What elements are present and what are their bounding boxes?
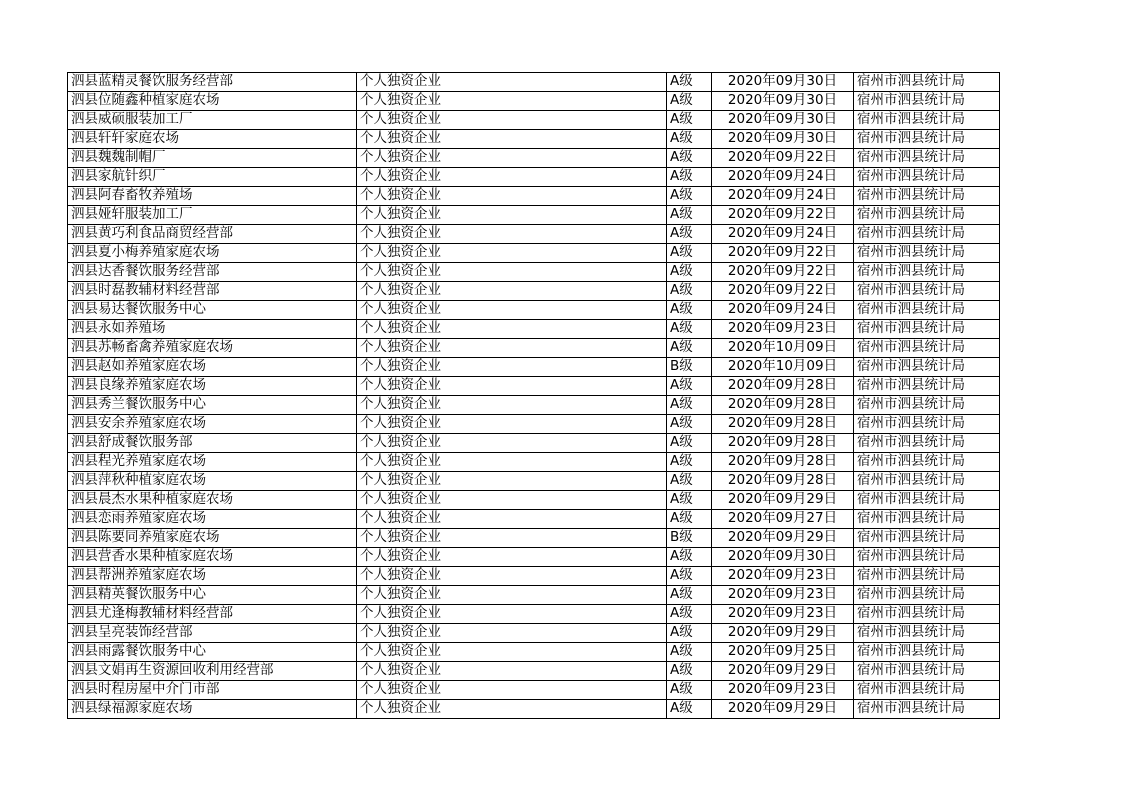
table-row [68, 605, 1000, 624]
credit-grade-cell: A级 [667, 567, 712, 586]
enterprise-name-cell: 泗县陈要同养殖家庭农场 [68, 529, 357, 548]
rating-date-cell: 2020年09月22日 [712, 149, 854, 168]
credit-grade-cell: A级 [667, 149, 712, 168]
credit-grade-cell: A级 [667, 396, 712, 415]
table-row [68, 320, 1000, 339]
enterprise-type-cell: 个人独资企业 [357, 453, 667, 472]
rating-date-cell: 2020年09月23日 [712, 320, 854, 339]
enterprise-name-cell: 泗县苏畅畜禽养殖家庭农场 [68, 339, 357, 358]
table-row [68, 586, 1000, 605]
credit-grade-cell: A级 [667, 472, 712, 491]
table-row [68, 453, 1000, 472]
rating-date-cell: 2020年09月24日 [712, 168, 854, 187]
enterprise-type-cell: 个人独资企业 [357, 73, 667, 92]
credit-grade-cell: A级 [667, 320, 712, 339]
table-row [68, 643, 1000, 662]
enterprise-name-cell: 泗县程光养殖家庭农场 [68, 453, 357, 472]
rating-date-cell: 2020年10月09日 [712, 339, 854, 358]
credit-rating-table [67, 72, 1000, 719]
enterprise-name-cell: 泗县晨杰水果种植家庭农场 [68, 491, 357, 510]
issuing-authority-cell: 宿州市泗县统计局 [854, 149, 1000, 168]
credit-grade-cell: A级 [667, 92, 712, 111]
enterprise-name-cell: 泗县舒成餐饮服务部 [68, 434, 357, 453]
issuing-authority-cell: 宿州市泗县统计局 [854, 453, 1000, 472]
credit-grade-cell: B级 [667, 358, 712, 377]
enterprise-type-cell: 个人独资企业 [357, 529, 667, 548]
table-row [68, 681, 1000, 700]
credit-grade-cell: A级 [667, 510, 712, 529]
rating-date-cell: 2020年09月30日 [712, 73, 854, 92]
enterprise-name-cell: 泗县夏小梅养殖家庭农场 [68, 244, 357, 263]
table-row [68, 396, 1000, 415]
issuing-authority-cell: 宿州市泗县统计局 [854, 130, 1000, 149]
issuing-authority-cell: 宿州市泗县统计局 [854, 301, 1000, 320]
enterprise-type-cell: 个人独资企业 [357, 377, 667, 396]
table-row [68, 206, 1000, 225]
table-row [68, 111, 1000, 130]
issuing-authority-cell: 宿州市泗县统计局 [854, 244, 1000, 263]
enterprise-type-cell: 个人独资企业 [357, 92, 667, 111]
issuing-authority-cell: 宿州市泗县统计局 [854, 586, 1000, 605]
issuing-authority-cell: 宿州市泗县统计局 [854, 263, 1000, 282]
enterprise-type-cell: 个人独资企业 [357, 491, 667, 510]
enterprise-type-cell: 个人独资企业 [357, 301, 667, 320]
enterprise-name-cell: 泗县尤逢梅教辅材料经营部 [68, 605, 357, 624]
table-row [68, 263, 1000, 282]
enterprise-name-cell: 泗县赵如养殖家庭农场 [68, 358, 357, 377]
enterprise-type-cell: 个人独资企业 [357, 111, 667, 130]
rating-date-cell: 2020年10月09日 [712, 358, 854, 377]
rating-date-cell: 2020年09月28日 [712, 453, 854, 472]
enterprise-name-cell: 泗县永如养殖场 [68, 320, 357, 339]
enterprise-type-cell: 个人独资企业 [357, 282, 667, 301]
enterprise-type-cell: 个人独资企业 [357, 510, 667, 529]
enterprise-type-cell: 个人独资企业 [357, 586, 667, 605]
enterprise-type-cell: 个人独资企业 [357, 206, 667, 225]
credit-grade-cell: A级 [667, 548, 712, 567]
enterprise-name-cell: 泗县易达餐饮服务中心 [68, 301, 357, 320]
issuing-authority-cell: 宿州市泗县统计局 [854, 434, 1000, 453]
table-row [68, 225, 1000, 244]
rating-date-cell: 2020年09月28日 [712, 472, 854, 491]
table-body [68, 73, 1000, 719]
credit-grade-cell: A级 [667, 206, 712, 225]
enterprise-type-cell: 个人独资企业 [357, 339, 667, 358]
issuing-authority-cell: 宿州市泗县统计局 [854, 396, 1000, 415]
credit-grade-cell: A级 [667, 225, 712, 244]
rating-date-cell: 2020年09月28日 [712, 377, 854, 396]
rating-date-cell: 2020年09月22日 [712, 206, 854, 225]
credit-grade-cell: A级 [667, 111, 712, 130]
credit-grade-cell: A级 [667, 377, 712, 396]
table-row [68, 73, 1000, 92]
issuing-authority-cell: 宿州市泗县统计局 [854, 111, 1000, 130]
credit-grade-cell: A级 [667, 187, 712, 206]
rating-date-cell: 2020年09月28日 [712, 396, 854, 415]
issuing-authority-cell: 宿州市泗县统计局 [854, 548, 1000, 567]
credit-grade-cell: A级 [667, 73, 712, 92]
rating-date-cell: 2020年09月23日 [712, 586, 854, 605]
issuing-authority-cell: 宿州市泗县统计局 [854, 472, 1000, 491]
enterprise-name-cell: 泗县魏魏制帽厂 [68, 149, 357, 168]
enterprise-name-cell: 泗县娅轩服装加工厂 [68, 206, 357, 225]
table-row [68, 548, 1000, 567]
credit-grade-cell: A级 [667, 244, 712, 263]
credit-grade-cell: A级 [667, 643, 712, 662]
rating-date-cell: 2020年09月29日 [712, 624, 854, 643]
enterprise-type-cell: 个人独资企业 [357, 149, 667, 168]
enterprise-type-cell: 个人独资企业 [357, 700, 667, 719]
enterprise-type-cell: 个人独资企业 [357, 358, 667, 377]
credit-grade-cell: A级 [667, 339, 712, 358]
issuing-authority-cell: 宿州市泗县统计局 [854, 92, 1000, 111]
table-row [68, 415, 1000, 434]
enterprise-type-cell: 个人独资企业 [357, 263, 667, 282]
rating-date-cell: 2020年09月25日 [712, 643, 854, 662]
issuing-authority-cell: 宿州市泗县统计局 [854, 491, 1000, 510]
issuing-authority-cell: 宿州市泗县统计局 [854, 700, 1000, 719]
table-row [68, 491, 1000, 510]
credit-grade-cell: A级 [667, 168, 712, 187]
rating-date-cell: 2020年09月29日 [712, 529, 854, 548]
rating-date-cell: 2020年09月22日 [712, 282, 854, 301]
table-row [68, 358, 1000, 377]
enterprise-name-cell: 泗县帮洲养殖家庭农场 [68, 567, 357, 586]
issuing-authority-cell: 宿州市泗县统计局 [854, 187, 1000, 206]
enterprise-type-cell: 个人独资企业 [357, 605, 667, 624]
issuing-authority-cell: 宿州市泗县统计局 [854, 567, 1000, 586]
enterprise-name-cell: 泗县萍秋种植家庭农场 [68, 472, 357, 491]
credit-grade-cell: A级 [667, 662, 712, 681]
rating-date-cell: 2020年09月23日 [712, 567, 854, 586]
issuing-authority-cell: 宿州市泗县统计局 [854, 529, 1000, 548]
rating-date-cell: 2020年09月28日 [712, 415, 854, 434]
issuing-authority-cell: 宿州市泗县统计局 [854, 377, 1000, 396]
enterprise-name-cell: 泗县威硕服装加工厂 [68, 111, 357, 130]
enterprise-type-cell: 个人独资企业 [357, 320, 667, 339]
enterprise-name-cell: 泗县阿春畜牧养殖场 [68, 187, 357, 206]
credit-grade-cell: A级 [667, 263, 712, 282]
table-row [68, 168, 1000, 187]
rating-date-cell: 2020年09月27日 [712, 510, 854, 529]
enterprise-name-cell: 泗县蓝精灵餐饮服务经营部 [68, 73, 357, 92]
enterprise-type-cell: 个人独资企业 [357, 396, 667, 415]
rating-date-cell: 2020年09月29日 [712, 491, 854, 510]
enterprise-type-cell: 个人独资企业 [357, 187, 667, 206]
enterprise-type-cell: 个人独资企业 [357, 130, 667, 149]
enterprise-type-cell: 个人独资企业 [357, 472, 667, 491]
enterprise-type-cell: 个人独资企业 [357, 662, 667, 681]
table-row [68, 377, 1000, 396]
enterprise-name-cell: 泗县营香水果种植家庭农场 [68, 548, 357, 567]
issuing-authority-cell: 宿州市泗县统计局 [854, 662, 1000, 681]
rating-date-cell: 2020年09月30日 [712, 92, 854, 111]
issuing-authority-cell: 宿州市泗县统计局 [854, 225, 1000, 244]
credit-grade-cell: A级 [667, 491, 712, 510]
enterprise-type-cell: 个人独资企业 [357, 244, 667, 263]
table-row [68, 130, 1000, 149]
issuing-authority-cell: 宿州市泗县统计局 [854, 320, 1000, 339]
issuing-authority-cell: 宿州市泗县统计局 [854, 168, 1000, 187]
credit-grade-cell: A级 [667, 453, 712, 472]
credit-grade-cell: A级 [667, 282, 712, 301]
enterprise-name-cell: 泗县恋雨养殖家庭农场 [68, 510, 357, 529]
table-row [68, 434, 1000, 453]
enterprise-name-cell: 泗县时磊教辅材料经营部 [68, 282, 357, 301]
enterprise-name-cell: 泗县绿福源家庭农场 [68, 700, 357, 719]
issuing-authority-cell: 宿州市泗县统计局 [854, 339, 1000, 358]
table-row [68, 187, 1000, 206]
table-row [68, 149, 1000, 168]
table-row [68, 92, 1000, 111]
issuing-authority-cell: 宿州市泗县统计局 [854, 415, 1000, 434]
enterprise-type-cell: 个人独资企业 [357, 681, 667, 700]
enterprise-type-cell: 个人独资企业 [357, 643, 667, 662]
enterprise-name-cell: 泗县良缘养殖家庭农场 [68, 377, 357, 396]
enterprise-type-cell: 个人独资企业 [357, 548, 667, 567]
credit-grade-cell: A级 [667, 681, 712, 700]
enterprise-type-cell: 个人独资企业 [357, 624, 667, 643]
issuing-authority-cell: 宿州市泗县统计局 [854, 358, 1000, 377]
table-row [68, 472, 1000, 491]
enterprise-name-cell: 泗县家航针织厂 [68, 168, 357, 187]
issuing-authority-cell: 宿州市泗县统计局 [854, 605, 1000, 624]
rating-date-cell: 2020年09月22日 [712, 263, 854, 282]
table-row [68, 529, 1000, 548]
credit-grade-cell: A级 [667, 700, 712, 719]
enterprise-name-cell: 泗县位随鑫种植家庭农场 [68, 92, 357, 111]
rating-date-cell: 2020年09月23日 [712, 681, 854, 700]
credit-grade-cell: B级 [667, 529, 712, 548]
issuing-authority-cell: 宿州市泗县统计局 [854, 206, 1000, 225]
rating-date-cell: 2020年09月24日 [712, 187, 854, 206]
enterprise-type-cell: 个人独资企业 [357, 567, 667, 586]
enterprise-type-cell: 个人独资企业 [357, 225, 667, 244]
rating-date-cell: 2020年09月30日 [712, 548, 854, 567]
credit-grade-cell: A级 [667, 605, 712, 624]
table-row [68, 510, 1000, 529]
enterprise-type-cell: 个人独资企业 [357, 415, 667, 434]
table-row [68, 282, 1000, 301]
rating-date-cell: 2020年09月24日 [712, 225, 854, 244]
table-row [68, 244, 1000, 263]
credit-grade-cell: A级 [667, 434, 712, 453]
enterprise-name-cell: 泗县精英餐饮服务中心 [68, 586, 357, 605]
rating-date-cell: 2020年09月30日 [712, 130, 854, 149]
table-row [68, 301, 1000, 320]
table-row [68, 700, 1000, 719]
issuing-authority-cell: 宿州市泗县统计局 [854, 73, 1000, 92]
enterprise-name-cell: 泗县黄巧利食品商贸经营部 [68, 225, 357, 244]
rating-date-cell: 2020年09月28日 [712, 434, 854, 453]
enterprise-name-cell: 泗县呈亮装饰经营部 [68, 624, 357, 643]
table-row [68, 662, 1000, 681]
table-row [68, 624, 1000, 643]
rating-date-cell: 2020年09月23日 [712, 605, 854, 624]
rating-date-cell: 2020年09月30日 [712, 111, 854, 130]
table-row [68, 567, 1000, 586]
enterprise-name-cell: 泗县雨露餐饮服务中心 [68, 643, 357, 662]
enterprise-name-cell: 泗县轩轩家庭农场 [68, 130, 357, 149]
enterprise-name-cell: 泗县时程房屋中介门市部 [68, 681, 357, 700]
issuing-authority-cell: 宿州市泗县统计局 [854, 282, 1000, 301]
issuing-authority-cell: 宿州市泗县统计局 [854, 643, 1000, 662]
enterprise-name-cell: 泗县文娟再生资源回收利用经营部 [68, 662, 357, 681]
enterprise-name-cell: 泗县达香餐饮服务经营部 [68, 263, 357, 282]
credit-grade-cell: A级 [667, 301, 712, 320]
rating-date-cell: 2020年09月22日 [712, 244, 854, 263]
issuing-authority-cell: 宿州市泗县统计局 [854, 624, 1000, 643]
credit-grade-cell: A级 [667, 130, 712, 149]
table-row [68, 339, 1000, 358]
enterprise-name-cell: 泗县秀兰餐饮服务中心 [68, 396, 357, 415]
credit-grade-cell: A级 [667, 586, 712, 605]
credit-grade-cell: A级 [667, 624, 712, 643]
rating-date-cell: 2020年09月29日 [712, 662, 854, 681]
enterprise-type-cell: 个人独资企业 [357, 434, 667, 453]
issuing-authority-cell: 宿州市泗县统计局 [854, 510, 1000, 529]
credit-grade-cell: A级 [667, 415, 712, 434]
enterprise-type-cell: 个人独资企业 [357, 168, 667, 187]
rating-date-cell: 2020年09月24日 [712, 301, 854, 320]
issuing-authority-cell: 宿州市泗县统计局 [854, 681, 1000, 700]
enterprise-name-cell: 泗县安余养殖家庭农场 [68, 415, 357, 434]
rating-date-cell: 2020年09月29日 [712, 700, 854, 719]
